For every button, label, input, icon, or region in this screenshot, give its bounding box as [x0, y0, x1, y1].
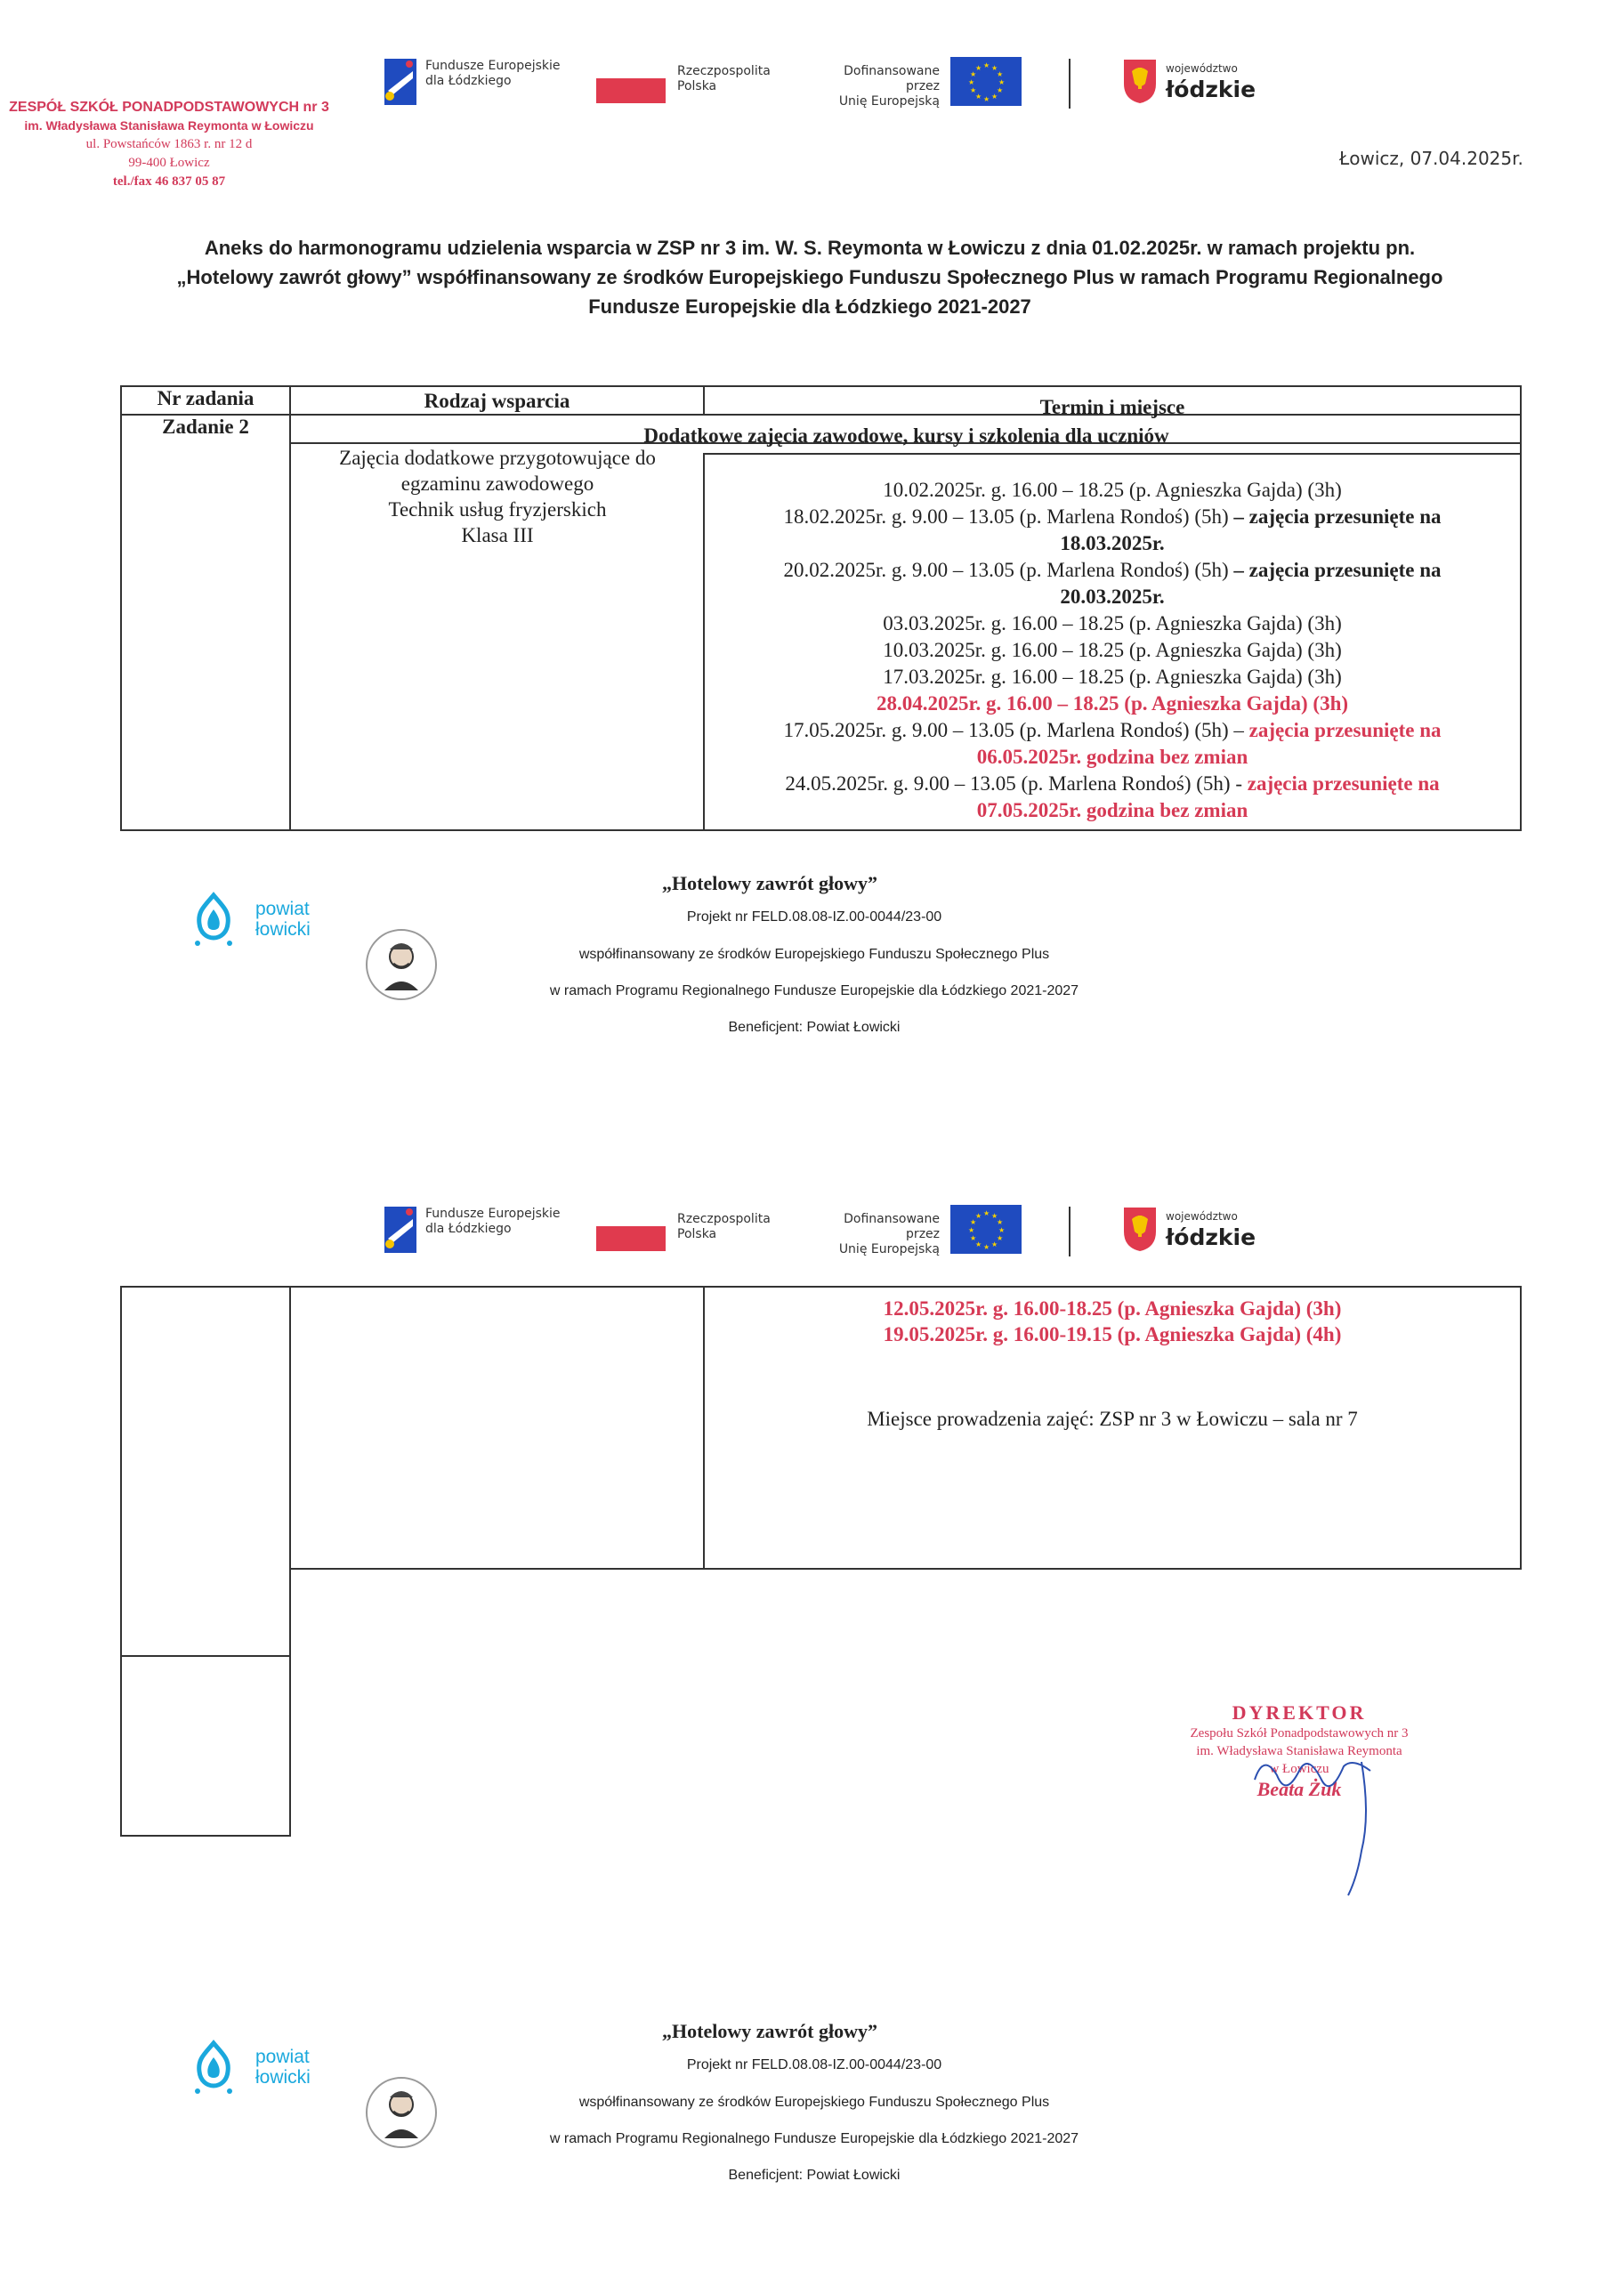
lodz-logo-small: województwo [1166, 1210, 1238, 1223]
header-date-place: Termin i miejsce [1039, 396, 1185, 418]
svg-text:★: ★ [983, 1243, 990, 1251]
document-title: Aneks do harmonogramu udzielenia wsparcia w ZSP nr 3 im. W. S. Reymonta w Łowiczu z dnia 01.02.2025r. w ramach projektu pn. „Hotelowy zawrót głowy” współfinansowany ze środków Europejskiego Funduszu Społecznego Plus w ramach Programu Regionalnego Fundusze Europejskie dla Łódzkiego 2021-2027 [176, 237, 1443, 318]
svg-text:★: ★ [991, 64, 998, 72]
footer-project-number: Projekt nr FELD.08.08-IZ.00-0044/23-00 [686, 2057, 942, 2072]
svg-text:★: ★ [991, 1240, 998, 1248]
lodz-logo-small: województwo [1166, 62, 1238, 75]
powiat-flame-icon [189, 892, 238, 947]
director-stamp: DYREKTOR Zespołu Szkół Ponadpodstawowych nr 3 im. Władysława Stanisława Reymonta w Łowiczu Beata Żuk [1190, 1701, 1409, 1800]
school-stamp: ZESPÓŁ SZKÓŁ PONADPODSTAWOWYCH nr 3 im. Władysława Stanisława Reymonta w Łowiczu ul. Powstańców 1863 r. nr 12 d 99-400 Łowicz tel./fax 46 837 05 87 [9, 100, 329, 189]
eu-flag-icon [950, 57, 1022, 106]
footer-beneficiary: Beneficjent: Powiat Łowicki [728, 1020, 901, 1035]
svg-text:★: ★ [970, 1218, 977, 1226]
svg-text:★: ★ [991, 1212, 998, 1220]
svg-text:★: ★ [975, 1240, 982, 1248]
logo-strip [381, 55, 1271, 126]
schedule-entry: 17.05.2025r. g. 9.00 – 13.05 (p. Marlena Rondoś) (5h) – zajęcia przesunięte na [783, 719, 1442, 741]
fe-logo-icon [381, 55, 420, 109]
svg-text:★: ★ [998, 1226, 1006, 1234]
svg-text:★: ★ [983, 95, 990, 103]
eu-logo-text: Dofinansowane przez Unię Europejską [838, 1212, 940, 1256]
footer-page-2 [0, 2020, 1624, 2198]
footer-project-title: „Hotelowy zawrót głowy” [662, 872, 877, 894]
footer-program: w ramach Programu Regionalnego Fundusze Europejskie dla Łódzkiego 2021-2027 [549, 2131, 1079, 2146]
svg-text:★: ★ [997, 70, 1004, 78]
footer-cofinancing: współfinansowany ze środków Europejskiego Funduszu Społecznego Plus [578, 2095, 1050, 2110]
eu-flag-icon [950, 1205, 1022, 1254]
svg-text:★: ★ [968, 1226, 975, 1234]
svg-text:★: ★ [968, 78, 975, 86]
svg-text:★: ★ [970, 86, 977, 94]
schedule-entry: 20.02.2025r. g. 9.00 – 13.05 (p. Marlena Rondoś) (5h) – zajęcia przesunięte na [783, 559, 1442, 581]
schedule-entry: 17.03.2025r. g. 16.00 – 18.25 (p. Agnieszka Gajda) (3h) [883, 666, 1342, 688]
powiat-flame-icon [189, 2040, 238, 2095]
section-title: Dodatkowe zajęcia zawodowe, kursy i szkolenia dla uczniów [643, 424, 1169, 447]
fe-logo-icon [381, 1203, 420, 1256]
lodz-logo-big: łódzkie [1166, 77, 1256, 102]
svg-text:★: ★ [997, 1218, 1004, 1226]
powiat-logo-text: powiat łowicki [255, 899, 311, 940]
svg-text:★: ★ [997, 1234, 1004, 1242]
task-label: Zadanie 2 [162, 416, 249, 438]
logo-divider [1069, 1207, 1071, 1256]
schedule-entry: 10.03.2025r. g. 16.00 – 18.25 (p. Agnieszka Gajda) (3h) [883, 639, 1342, 661]
svg-text:★: ★ [970, 70, 977, 78]
director-signature [1237, 1744, 1415, 1922]
footer-project-number: Projekt nr FELD.08.08-IZ.00-0044/23-00 [686, 909, 942, 925]
header-support-type: Rodzaj wsparcia [424, 390, 570, 412]
schedule-entry-changed: 28.04.2025r. g. 16.00 – 18.25 (p. Agnieszka Gajda) (3h) [876, 692, 1349, 715]
footer-page-1 [0, 872, 1624, 1050]
svg-text:★: ★ [997, 86, 1004, 94]
lodz-coat-of-arms-icon [1121, 57, 1159, 105]
fe-logo-text: Fundusze Europejskie dla Łódzkiego [425, 59, 561, 88]
powiat-logo-text: powiat łowicki [255, 2047, 311, 2088]
svg-text:★: ★ [983, 1209, 990, 1217]
svg-text:★: ★ [970, 1234, 977, 1242]
lodz-coat-of-arms-icon [1121, 1205, 1159, 1253]
footer-program: w ramach Programu Regionalnego Fundusze Europejskie dla Łódzkiego 2021-2027 [549, 983, 1079, 998]
fe-logo-text: Fundusze Europejskie dla Łódzkiego [425, 1207, 561, 1236]
footer-cofinancing: współfinansowany ze środków Europejskiego Funduszu Społecznego Plus [578, 947, 1050, 962]
schedule-entry: 03.03.2025r. g. 16.00 – 18.25 (p. Agnieszka Gajda) (3h) [883, 612, 1342, 634]
svg-text:★: ★ [975, 64, 982, 72]
support-description: Zajęcia dodatkowe przygotowujące do egzaminu zawodowego Technik usług fryzjerskich Klasa III [339, 447, 656, 546]
schedule-entry: 24.05.2025r. g. 9.00 – 13.05 (p. Marlena Rondoś) (5h) - zajęcia przesunięte na [785, 772, 1440, 795]
document-date: Łowicz, 07.04.2025r. [1339, 148, 1523, 169]
svg-text:★: ★ [998, 78, 1006, 86]
rp-logo-text: Rzeczpospolita Polska [677, 1212, 771, 1241]
eu-logo-text: Dofinansowane przez Unię Europejską [838, 64, 940, 109]
logo-strip-page-2 [381, 1203, 1271, 1274]
svg-text:★: ★ [983, 61, 990, 69]
svg-text:★: ★ [975, 93, 982, 101]
schedule-entry: 10.02.2025r. g. 16.00 – 18.25 (p. Agnieszka Gajda) (3h) [883, 479, 1342, 501]
schedule-entry: 18.02.2025r. g. 9.00 – 13.05 (p. Marlena Rondoś) (5h) – zajęcia przesunięte na [783, 505, 1442, 528]
footer-project-title: „Hotelowy zawrót głowy” [662, 2020, 877, 2042]
svg-text:★: ★ [991, 93, 998, 101]
rp-flag [596, 1226, 666, 1251]
schedule-entries-changed: 12.05.2025r. g. 16.00-18.25 (p. Agnieszka Gajda) (3h) 19.05.2025r. g. 16.00-19.15 (p. Agnieszka Gajda) (4h) [883, 1297, 1342, 1345]
rp-flag [596, 78, 666, 103]
logo-divider [1069, 59, 1071, 109]
header-task-number: Nr zadania [157, 387, 255, 409]
rp-logo-text: Rzeczpospolita Polska [677, 64, 771, 93]
svg-text:★: ★ [975, 1212, 982, 1220]
class-location: Miejsce prowadzenia zajęć: ZSP nr 3 w Łowiczu – sala nr 7 [867, 1408, 1358, 1430]
footer-beneficiary: Beneficjent: Powiat Łowicki [728, 2168, 901, 2183]
schedule-entries: 10.02.2025r. g. 16.00 – 18.25 (p. Agnieszka Gajda) (3h) 18.02.2025r. g. 9.00 – 13.05 (p. Marlena Rondoś) (5h) – zajęcia przesunięte na 18.03.2025r. 20.02.2025r. g. 9.00 – 13.05 (p. Marlena Rondoś) (5h) – zajęcia przesunięte na 20.03.2025r. 03.03.2025r. g. 16.00 – 18.25 (p. Agnieszka Gajda) (3h) 10.03.2025r. g. 16.00 – 18.25 (p. Agnieszka Gajda) (3h) 17.03.2025r. g. 16.00 – 18.25 (p. Agnieszka Gajda) (3h) 28.04.2025r. g. 16.00 – 18.25 (p. Agnieszka Gajda) (3h) 17.05.2025r. g. 9.00 – 13.05 (p. Marlena Rondoś) (5h) – zajęcia przesunięte na 06.05.2025r. godzina bez zmian 24.05.2025r. g. 9.00 – 13.05 (p. Marlena Rondoś) (5h) - zajęcia przesunięte na 07.05.2025r. godzina bez zmian [705, 477, 1520, 824]
lodz-logo-big: łódzkie [1166, 1224, 1256, 1250]
